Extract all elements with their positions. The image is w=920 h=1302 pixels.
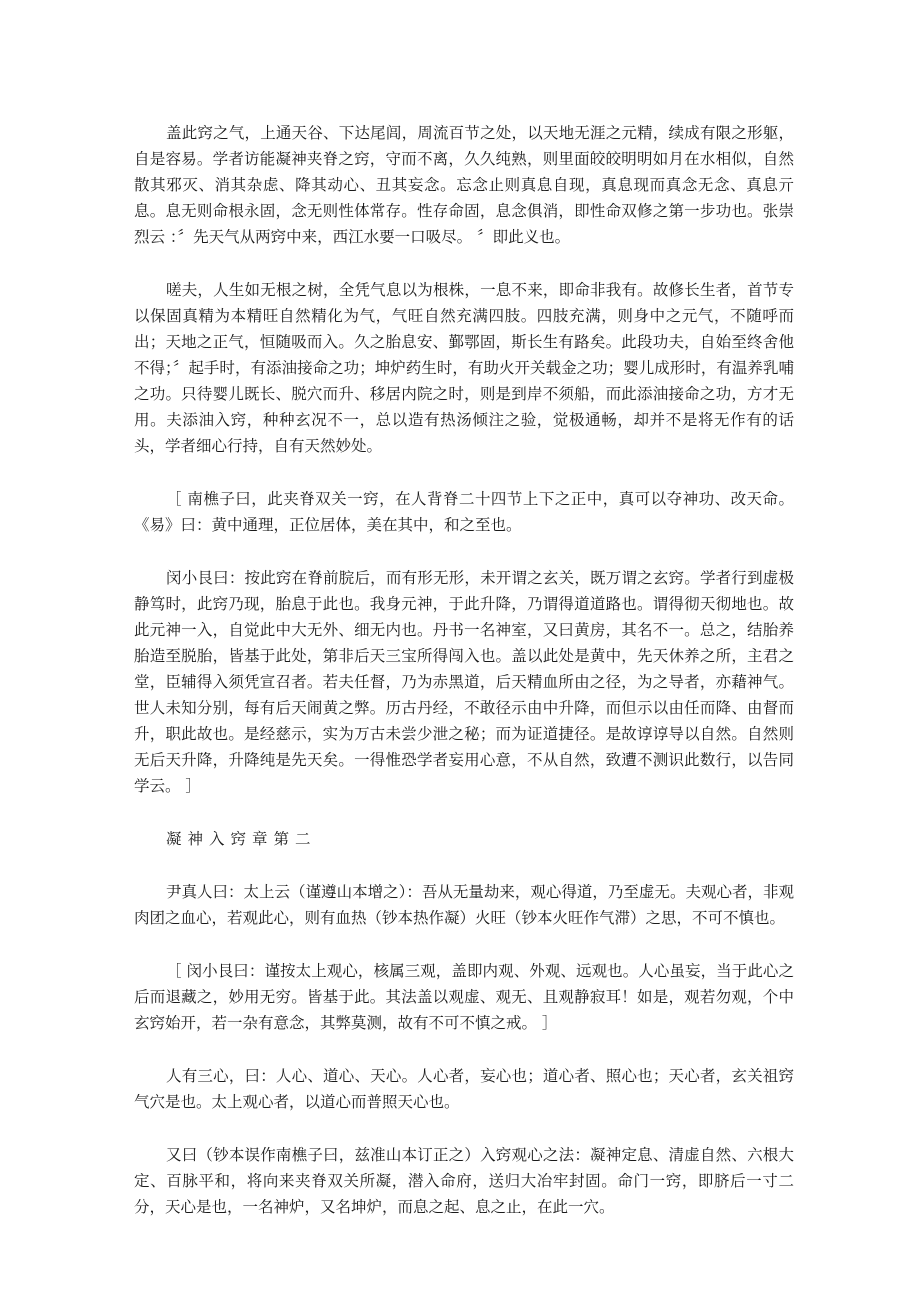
paragraph-6: ［ 闵小艮曰：谨按太上观心，核属三观，盖即内观、外观、远观也。人心虽妄，当于此心之后而退藏之，妙用无穷。皆基于此。其法盖以观虚、观无、且观静寂耳！如是，观若勿观，个中玄窍始开，若一杂有意念，其弊莫测，故有不可不慎之戒。 ］ xyxy=(134,962,794,1032)
chapter-heading: 凝神入窍章第二 xyxy=(166,830,317,848)
paragraph-1: 盖此窍之气，上通天谷、下达尾闾，周流百节之处，以天地无涯之元精，续成有限之形躯，自是容易。学者访能凝神夹脊之窍，守而不离，久久纯熟，则里面皎皎明明如月在水相似，自然散其邪灭、消其杂虑、降其动心、丑其妄念。忘念止则真息自现，真息现而真念无念、真息亓息。息无则命根永固，念无则性体常存。性存命固，息念俱消，即性命双修之第一步功也。张崇烈云 ：〞先天气从两窍中来，西江水要一口吸尽。 〞即此义也。 xyxy=(134,124,794,246)
paragraph-7: 人有三心，曰：人心、道心、天心。人心者，妄心也；道心者、照心也；天心者，玄关祖窍气穴是也。太上观心者，以道心而普照天心也。 xyxy=(134,1067,794,1111)
paragraph-2: 嗟夫，人生如无根之树，全凭气息以为根株，一息不来，即命非我有。故修长生者，首节专以保固真精为本精旺自然精化为气，气旺自然充满四肢。四肢充满，则身中之元气，不随呼而出；天地之正气，恒随吸而入。久之胎息安、鄞鄂固，斯长生有路矣。此段功夫，自始至终舍他不得；〞起手时，有添油接命之功；坤炉药生时，有助火开关载金之功；婴儿成形时，有温养乳哺之功。只待婴儿既长、脱穴而升、移居内院之时，则是到岸不须船，而此添油接命之功，方才无用。夫添油入窍，种种玄况不一，总以造有热汤倾注之验，觉极通畅，却并不是将无作有的话头，学者细心行持，自有天然妙处。 xyxy=(134,281,794,455)
paragraph-3: ［ 南樵子曰，此夹脊双关一窍，在人背脊二十四节上下之正中，真可以夺神功、改天命。《易》曰：黄中通理，正位居体，美在其中，和之至也。 xyxy=(134,490,794,534)
paragraph-5: 尹真人曰：太上云（谨遵山本增之）：吾从无量劫来，观心得道，乃至虚无。夫观心者，非观肉团之血心，若观此心，则有血热（钞本热作凝）火旺（钞本火旺作气滞）之思，不可不慎也。 xyxy=(134,883,794,927)
paragraph-8: 又曰（钞本误作南樵子曰，兹准山本订正之）入窍观心之法：凝神定息、清虚自然、六根大定、百脉平和，将向来夹脊双关所凝，潜入命府，送归大冶牢封固。命门一窍，即脐后一寸二分，天心是也，一名神炉，又名坤炉，而息之起、息之止，在此一穴。 xyxy=(134,1146,794,1216)
paragraph-4: 闵小艮曰：按此窍在脊前脘后，而有形无形，未开谓之玄关，既万谓之玄窍。学者行到虚极静笃时，此窍乃现，胎息于此也。我身元神，于此升降，乃谓得道道路也。谓得彻天彻地也。故此元神一入，自觉此中大无外、细无内也。丹书一名神室，又曰黄房，其名不一。总之，结胎养胎造至脱胎，皆基于此处，第非后天三宝所得闯入也。盖以此处是黄中，先天休养之所，主君之堂，臣辅得入须凭宣召者。若夫任督，乃为赤黑道，后天精血所由之径，为之导者，亦藉神气。世人未知分别，每有后天闹黄之弊。历古丹经，不敢径示由中升降，而但示以由任而降、由督而升，职此故也。是经慈示，实为万古未尝少泄之秘；而为证道捷径。是故谆谆导以自然。自然则无后天升降，升降纯是先天矣。一得惟恐学者妄用心意，不从自然，致遭不测识此数行，以告同学云。 ］ xyxy=(134,569,794,795)
document-page xyxy=(134,120,794,1247)
